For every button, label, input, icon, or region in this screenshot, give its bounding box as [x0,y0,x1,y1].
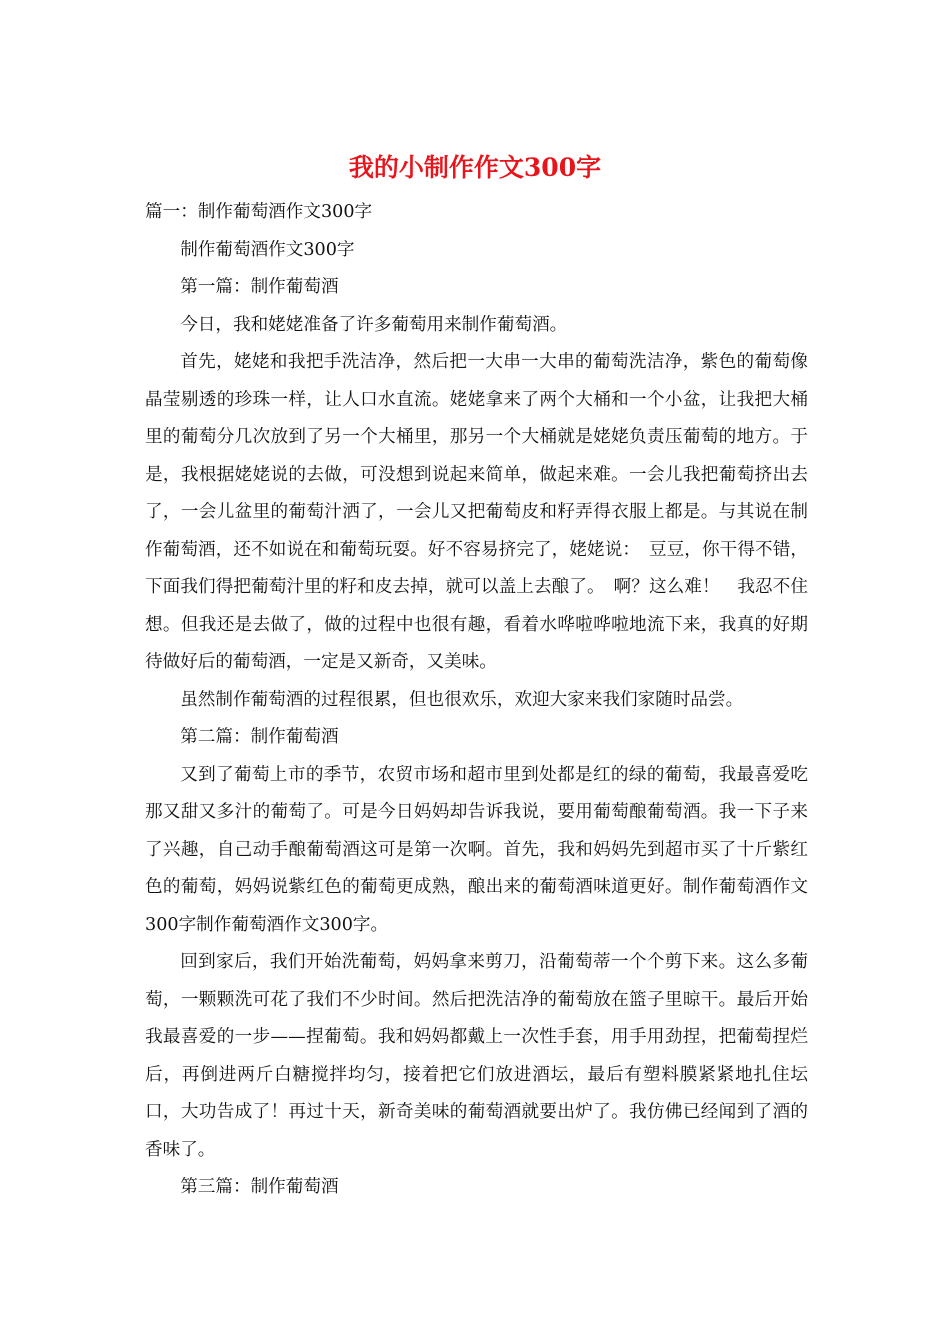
paragraph: 首先，姥姥和我把手洗洁净，然后把一大串一大串的葡萄洗洁净，紫色的葡萄像晶莹剔透的珍珠一样，让人口水直流。姥姥拿来了两个大桶和一个小盆，让我把大桶里的葡萄分几次放到了另一个大桶里，那另一个大桶就是姥姥负责压葡萄的地方。于是，我根据姥姥说的去做，可没想到说起来简单，做起来难。一会儿我把葡萄挤出去了，一会儿盆里的葡萄汁洒了，一会儿又把葡萄皮和籽弄得衣服上都是。与其说在制作葡萄酒，还不如说在和葡萄玩耍。好不容易挤完了，姥姥说： 豆豆，你干得不错，下面我们得把葡萄汁里的籽和皮去掉，就可以盖上去酿了。 啊？这么难！ 我忍不住想。但我还是去做了，做的过程中也很有趣，看着水哗啦哗啦地流下来，我真的好期待做好后的葡萄酒，一定是又新奇，又美味。 [145,352,808,672]
paragraph: 又到了葡萄上市的季节，农贸市场和超市里到处都是红的绿的葡萄，我最喜爱吃那又甜又多汁的葡萄了。可是今日妈妈却告诉我说，要用葡萄酿葡萄酒。我一下子来了兴趣，自己动手酿葡萄酒这可是第一次啊。首先，我和妈妈先到超市买了十斤紫红色的葡萄，妈妈说紫红色的葡萄更成熟，酿出来的葡萄酒味道更好。制作葡萄酒作文300字制作葡萄酒作文300字。 [145,764,808,935]
chapter-heading: 第一篇：制作葡萄酒 [180,277,339,297]
paragraph: 今日，我和姥姥准备了许多葡萄用来制作葡萄酒。 [180,314,568,335]
chapter-heading: 第三篇：制作葡萄酒 [180,1177,339,1197]
section-heading: 篇一：制作葡萄酒作文300字 [145,202,373,222]
paragraph: 虽然制作葡萄酒的过程很累，但也很欢乐，欢迎大家来我们家随时品尝。 [180,689,744,710]
subtitle: 制作葡萄酒作文300字 [180,239,355,260]
document-title: 我的小制作作文300字 [348,153,602,182]
paragraph: 回到家后，我们开始洗葡萄，妈妈拿来剪刀，沿葡萄蒂一个个剪下来。这么多葡萄，一颗颗洗可花了我们不少时间。然后把洗洁净的葡萄放在篮子里晾干。最后开始我最喜爱的一步——捏葡萄。我和妈妈都戴上一次性手套，用手用劲捏，把葡萄捏烂后，再倒进两斤白糖搅拌均匀，接着把它们放进酒坛，最后有塑料膜紧紧地扎住坛口，大功告成了！再过十天，新奇美味的葡萄酒就要出炉了。我仿佛已经闻到了酒的香味了。 [145,952,808,1160]
chapter-heading: 第二篇：制作葡萄酒 [180,727,339,747]
document-body [145,194,808,1207]
